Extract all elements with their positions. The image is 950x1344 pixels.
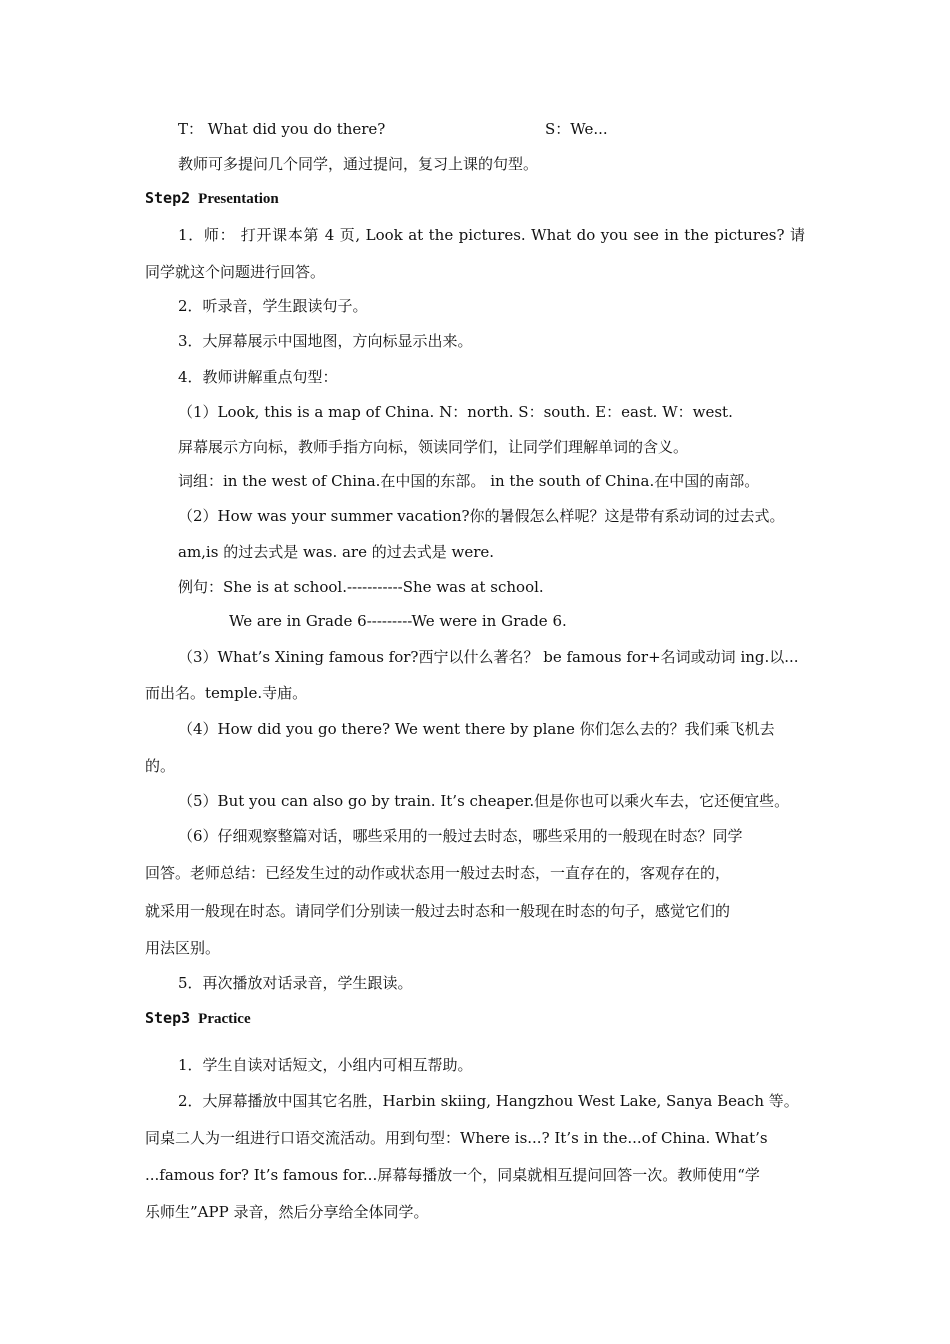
paragraph-line: am,is 的过去式是 was. are 的过去式是 were.	[178, 543, 495, 561]
sentence-item: （6）仔细观察整篇对话，哪些采用的一般过去时态，哪些采用的一般现在时态？同学	[178, 827, 743, 845]
paragraph-line: 同桌二人为一组进行口语交流活动。用到句型：Where is...? It’s in the...of China. What’s	[145, 1129, 768, 1147]
section-heading-step2	[145, 188, 279, 209]
section-heading-step3	[145, 1008, 251, 1029]
sentence-item: （4）How did you go there? We went there by plane 你们怎么去的？我们乘飞机去	[178, 720, 775, 738]
paragraph-line: 词组：in the west of China.在中国的东部。 in the south of China.在中国的南部。	[178, 472, 760, 490]
sentence-item: （3）What’s Xining famous for?西宁以什么著名？ be famous for+名词或动词 ing.以...	[178, 648, 799, 666]
step-label: Step2	[145, 189, 191, 207]
paragraph-line: 2．大屏幕播放中国其它名胜，Harbin skiing, Hangzhou West Lake, Sanya Beach 等。	[178, 1092, 799, 1110]
dialogue-student-line: S：We...	[545, 120, 608, 138]
step-title: Practice	[198, 1011, 251, 1027]
paragraph-line: 乐师生”APP 录音，然后分享给全体同学。	[145, 1203, 429, 1221]
paragraph-line: ...famous for? It’s famous for...屏幕每播放一个，同桌就相互提问回答一次。教师使用“学	[145, 1166, 760, 1184]
paragraph-line: 2．听录音，学生跟读句子。	[178, 297, 368, 315]
paragraph-line: 教师可多提问几个同学，通过提问，复习上课的句型。	[178, 155, 539, 173]
paragraph-line: 1．师： 打开课本第 4 页, Look at the pictures. What do you see in the pictures? 请	[178, 226, 805, 244]
paragraph-line: 就采用一般现在时态。请同学们分别读一般过去时态和一般现在时态的句子，感觉它们的	[145, 902, 731, 920]
sentence-item: （1）Look, this is a map of China. N：north. S：south. E：east. W：west.	[178, 403, 733, 421]
paragraph-line: 的。	[145, 757, 176, 775]
dialogue-teacher-line: T： What did you do there?	[178, 120, 386, 138]
sentence-item: （5）But you can also go by train. It’s cheaper.但是你也可以乘火车去，它还便宜些。	[178, 792, 790, 810]
paragraph-line: 回答。老师总结：已经发生过的动作或状态用一般过去时态，一直存在的，客观存在的，	[145, 864, 731, 882]
paragraph-line: 屏幕展示方向标，教师手指方向标，领读同学们，让同学们理解单词的含义。	[178, 438, 689, 456]
step-label: Step3	[145, 1009, 191, 1027]
paragraph-line: 而出名。temple.寺庙。	[145, 684, 308, 702]
sentence-item: （2）How was your summer vacation?你的暑假怎么样呢？这是带有系动词的过去式。	[178, 507, 785, 525]
example-line: We are in Grade 6---------We were in Grade 6.	[229, 612, 567, 630]
paragraph-line: 5．再次播放对话录音，学生跟读。	[178, 974, 413, 992]
example-line: 例句：She is at school.-----------She was at school.	[178, 578, 544, 596]
paragraph-line: 1．学生自读对话短文，小组内可相互帮助。	[178, 1056, 473, 1074]
paragraph-line: 3．大屏幕展示中国地图，方向标显示出来。	[178, 332, 473, 350]
paragraph-line: 用法区别。	[145, 939, 221, 957]
paragraph-line: 4．教师讲解重点句型：	[178, 368, 338, 386]
step-title: Presentation	[198, 191, 279, 207]
paragraph-line: 同学就这个问题进行回答。	[145, 263, 326, 281]
